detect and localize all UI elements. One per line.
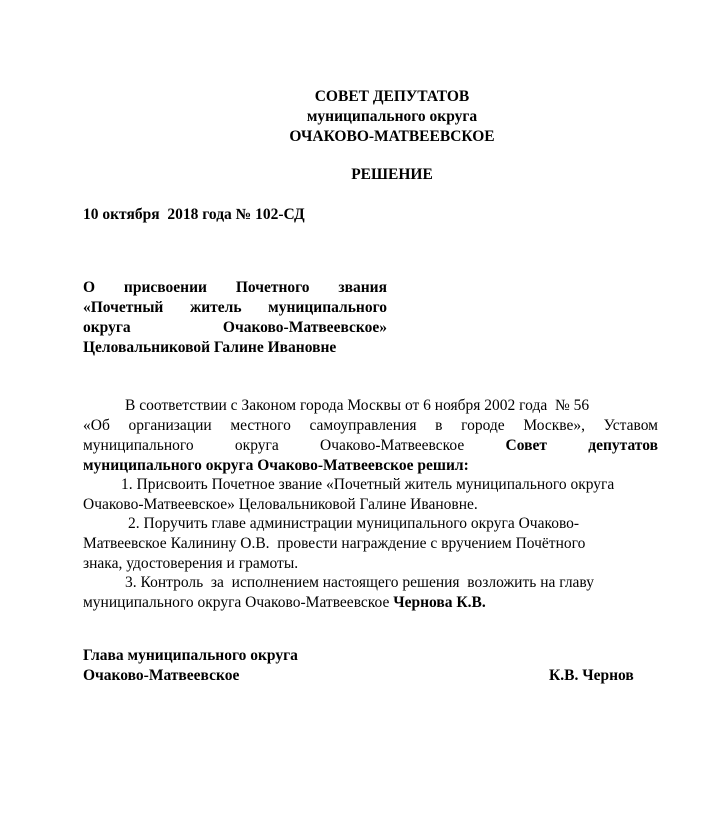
body-word: «Об (83, 417, 110, 434)
subject-line-4: Целовальниковой Галине Ивановне (83, 339, 337, 356)
subject-line-1 (83, 278, 387, 298)
subject-word: О (83, 279, 96, 296)
body-word: в (435, 417, 443, 434)
item-1-line-2: Очаково-Матвеевское» Целовальниковой Галине Ивановне. (83, 496, 478, 513)
item-2-line-2: Матвеевское Калинину О.В. провести награждение с вручением Почётного (83, 535, 586, 552)
subject-line-2 (83, 298, 387, 318)
body-word: Очаково-Матвеевское (320, 437, 465, 454)
item-3-line-2-name: Чернова К.В. (393, 594, 486, 611)
item-3-line-1: 3. Контроль за исполнением настоящего решения возложить на главу (125, 574, 594, 591)
body-word: округа (234, 437, 279, 454)
body-p1-line-3 (83, 436, 658, 456)
body-word: городе (461, 417, 505, 434)
subject-word: звания (338, 279, 387, 296)
date-number: 10 октября 2018 года № 102-СД (83, 206, 305, 223)
item-3-line-2-text: муниципального округа Очаково-Матвеевское (83, 594, 394, 611)
subject-line-3 (83, 318, 387, 338)
body-word: местного (230, 417, 291, 434)
subject-word: Почетного (235, 279, 310, 296)
council-title: СОВЕТ ДЕПУТАТОВ (314, 88, 470, 105)
item-2-line-3: знака, удостоверения и грамоты. (83, 555, 299, 572)
subject-word: округа (83, 319, 131, 336)
subject-word: муниципального (268, 299, 387, 316)
body-p1-line-1: В соответствии с Законом города Москвы от 6 ноября 2002 года № 56 (125, 397, 590, 414)
document-type: РЕШЕНИЕ (351, 166, 433, 183)
body-word: Уставом (603, 417, 658, 434)
subject-word: «Почетный (83, 299, 164, 316)
item-3-line-2 (83, 593, 486, 613)
body-word-bold: Совет (505, 437, 547, 454)
signature-name: К.В. Чернов (549, 667, 634, 684)
body-p1-line-4: муниципального округа Очаково-Матвеевское решил: (83, 457, 469, 474)
signature-title-line-1: Глава муниципального округа (83, 647, 298, 664)
subject-word: присвоении (123, 279, 207, 296)
subject-word: житель (189, 299, 242, 316)
body-word: Москве», (523, 417, 586, 434)
signature-title-line-2: Очаково-Матвеевское (83, 667, 240, 684)
body-word: муниципального (83, 437, 194, 454)
body-word: организации (128, 417, 212, 434)
item-2-line-1: 2. Поручить главе администрации муниципального округа Очаково- (128, 515, 580, 532)
district-line-1: муниципального округа (306, 108, 478, 125)
district-line-2: ОЧАКОВО-МАТВЕЕВСКОЕ (289, 128, 495, 145)
body-word: самоуправления (309, 417, 417, 434)
body-word-bold: депутатов (588, 437, 658, 454)
item-1-line-1: 1. Присвоить Почетное звание «Почетный житель муниципального округа (121, 476, 615, 493)
body-p1-line-2 (83, 416, 658, 436)
subject-word: Очаково-Матвеевское» (222, 319, 387, 336)
